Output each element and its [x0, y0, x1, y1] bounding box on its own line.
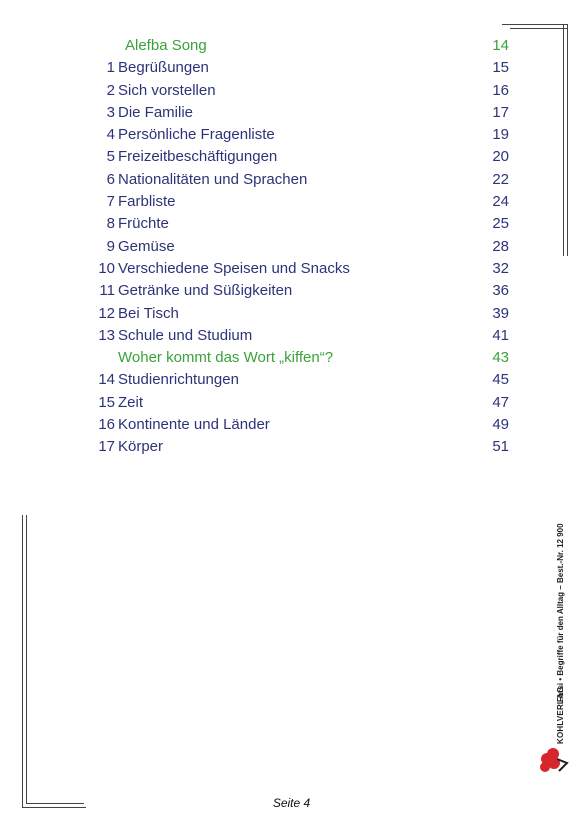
toc-entry: [0, 304, 583, 326]
toc-entry-title: Begrüßungen: [118, 59, 209, 77]
toc-entry-number: 8: [106, 215, 115, 233]
toc-entry-title: Gemüse: [118, 237, 175, 255]
toc-entry-title: Die Familie: [118, 103, 194, 121]
toc-entry: [0, 192, 583, 214]
table-of-contents: [0, 36, 583, 460]
toc-entry-page: 19: [492, 126, 509, 144]
frame-edge-right: [563, 24, 564, 256]
toc-entry-number: 11: [99, 282, 115, 300]
frame-corner-top-right-inner: [510, 28, 568, 29]
toc-entry-number: 13: [98, 326, 115, 344]
toc-entry-title: Sich vorstellen: [118, 81, 216, 99]
toc-entry: [0, 415, 583, 437]
toc-entry-number: 4: [106, 126, 115, 144]
toc-entry-page: 17: [492, 103, 509, 121]
toc-entry-title: Farbliste: [118, 193, 176, 211]
toc-entry-page: 43: [492, 349, 509, 367]
toc-entry-number: 7: [106, 193, 115, 211]
toc-entry-number: 14: [98, 371, 115, 389]
toc-entry: [0, 348, 583, 370]
toc-entry-number: 5: [106, 148, 115, 166]
toc-entry-page: 24: [492, 193, 509, 211]
toc-entry-title: Körper: [118, 438, 164, 456]
toc-entry-number: 6: [106, 170, 115, 188]
toc-entry-page: 49: [492, 416, 509, 434]
publisher-logo: [556, 686, 570, 744]
toc-entry-page: 15: [492, 59, 509, 77]
toc-entry-title: Kontinente und Länder: [118, 416, 270, 434]
toc-entry-number: 16: [98, 416, 115, 434]
toc-entry-number: 12: [98, 304, 115, 322]
toc-entry: [0, 259, 583, 281]
toc-entry-title: Schule und Studium: [118, 326, 253, 344]
toc-entry: [0, 370, 583, 392]
toc-entry: [0, 58, 583, 80]
toc-entry: [0, 437, 583, 459]
toc-entry-page: 22: [492, 170, 509, 188]
toc-entry: [0, 170, 583, 192]
toc-entry-number: 3: [106, 103, 115, 121]
toc-entry-title: Nationalitäten und Sprachen: [118, 170, 308, 188]
toc-entry-page: 45: [492, 371, 509, 389]
toc-entry-title: Zeit: [118, 393, 144, 411]
toc-entry: [0, 147, 583, 169]
toc-entry-title: Alefba Song: [125, 37, 207, 54]
publisher-logo-text: KOHLVERLAG: [556, 686, 565, 744]
toc-entry: [0, 214, 583, 236]
toc-entry-number: 10: [98, 259, 115, 277]
toc-entry: [0, 237, 583, 259]
toc-entry-title: Getränke und Süßigkeiten: [118, 282, 293, 300]
toc-entry-title: Bei Tisch: [118, 304, 179, 322]
toc-entry: [0, 81, 583, 103]
frame-edge-left: [22, 515, 23, 807]
toc-entry-number: 1: [106, 59, 115, 77]
toc-entry-number: 2: [106, 81, 115, 99]
toc-entry: [0, 326, 583, 348]
frame-edge-right-inner: [567, 24, 568, 256]
toc-entry-number: 9: [106, 237, 115, 255]
toc-entry-title: Freizeitbeschäftigungen: [118, 148, 278, 166]
toc-entry-page: 39: [492, 304, 509, 322]
toc-entry: [0, 281, 583, 303]
toc-entry-number: 15: [98, 393, 115, 411]
toc-entry-page: 16: [492, 81, 509, 99]
toc-entry-page: 28: [492, 237, 509, 255]
toc-entry-title: Studienrichtungen: [118, 371, 239, 389]
toc-entry-title: Woher kommt das Wort „kiffen“?: [118, 349, 334, 367]
page-number: Seite 4: [272, 796, 311, 810]
toc-entry-number: 17: [98, 438, 115, 456]
frame-corner-top-right: [502, 24, 568, 25]
toc-entry-page: 41: [492, 326, 509, 344]
frame-edge-left-inner: [26, 515, 27, 803]
publisher-tree-logo-icon: [537, 745, 573, 777]
toc-entry-title: Verschiedene Speisen und Snacks: [118, 259, 350, 277]
toc-entry-page: 14: [492, 37, 509, 54]
toc-entry-page: 36: [492, 282, 509, 300]
toc-entry-title: Früchte: [118, 215, 169, 233]
toc-entry-page: 47: [492, 393, 509, 411]
toc-entry: [0, 393, 583, 415]
toc-entry-page: 25: [492, 215, 509, 233]
side-imprint: Farsi • Begriffe für den Alltag – Best.-Nr. 12 900: [556, 523, 565, 702]
toc-entry-page: 32: [492, 259, 509, 277]
toc-entry-page: 20: [492, 148, 509, 166]
toc-entry: [0, 103, 583, 125]
toc-entry-page: 51: [492, 438, 509, 456]
toc-entry: [0, 36, 583, 58]
toc-entry-title: Persönliche Fragenliste: [118, 126, 275, 144]
toc-entry: [0, 125, 583, 147]
